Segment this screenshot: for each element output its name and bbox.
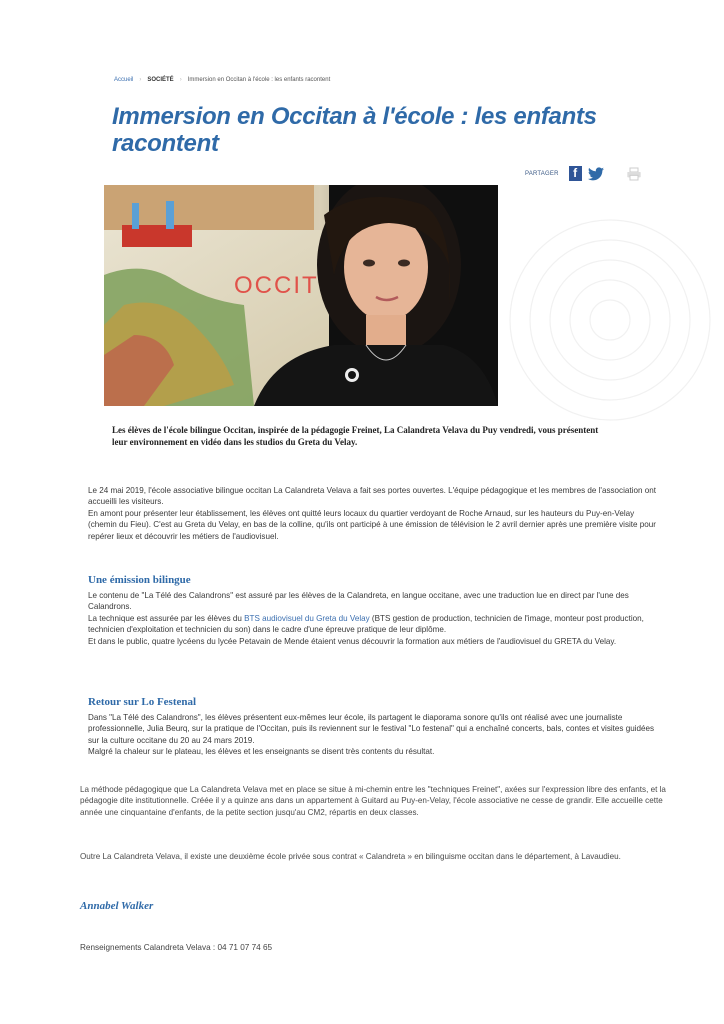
photo-occitan-sign: OCCIT xyxy=(234,272,319,299)
paragraph: Malgré la chaleur sur le plateau, les élèves et les enseignants se disent très contents du résultat. xyxy=(88,747,435,757)
paragraph xyxy=(88,613,658,636)
paragraph: Et dans le public, quatre lycéens du lycée Petavain de Mende étaient venus découvrir la formation aux métiers de l'audiovisuel du GRETA du Velay. xyxy=(88,636,617,646)
print-icon[interactable] xyxy=(626,167,642,181)
section-heading: Une émission bilingue xyxy=(88,574,191,586)
facebook-icon[interactable]: f xyxy=(569,166,582,181)
paragraph: La méthode pédagogique que La Calandreta Velava met en place se situe à mi-chemin entre les "techniques Freinet", axées sur l'expression libre des enfants, et la pédagogie dite institutionnelle. Créée il y a quinze ans dans un appartement à Guitard au Puy-en-Velay, l'école associative ne cesse de grandir. Elle accueille cette année une cinquantaine d'enfants, de la petite section jusqu'au CM2, répartis en deux classes. xyxy=(80,785,666,817)
paragraph-text: La technique est assurée par les élèves du xyxy=(88,613,245,623)
breadcrumb xyxy=(114,77,330,83)
article-lede: Les élèves de l'école bilingue Occitan, inspirée de la pédagogie Freinet, La Calandreta Velava du Puy vendredi, vous présentent leur environnement en vidéo dans les studios du Greta du Velay. xyxy=(112,425,599,447)
paragraph: Dans "La Télé des Calandrons", les élèves présentent eux-mêmes leur école, ils partagent le diaporama sonore qu'ils ont réalisé avec une journaliste professionnelle, Julia Beurq, sur la pratique de l'Occitan, puis ils reviennent sur le festival "Lo festenal" qui a enchaîné concerts, bals, contes et visites guidées sur la culture occitane du 20 au 24 mars 2019. xyxy=(88,713,655,745)
breadcrumb-separator: › xyxy=(139,77,142,83)
breadcrumb-current: Immersion en Occitan à l'école : les enfants racontent xyxy=(187,77,331,83)
twitter-icon[interactable] xyxy=(588,167,604,181)
breadcrumb-separator: › xyxy=(179,77,182,83)
paragraph: Le 24 mai 2019, l'école associative bilingue occitan La Calandreta Velava a fait ses portes ouvertes. L'équipe pédagogique et les membres de l'association ont accueilli les visiteurs. xyxy=(88,486,656,507)
article-photo xyxy=(104,185,498,406)
paragraph: Outre La Calandreta Velava, il existe une deuxième école privée sous contrat « Calandreta » en bilinguisme occitan dans le département, à Lavaudieu. xyxy=(80,852,621,861)
section-festenal xyxy=(88,712,658,758)
photo-girl-studio xyxy=(104,185,498,406)
section-heading: Retour sur Lo Festenal xyxy=(88,696,197,708)
section-emission xyxy=(88,590,658,647)
breadcrumb-section-link[interactable]: SOCIÉTÉ xyxy=(147,77,174,83)
paragraph-text: (BTS gestion de production, technicien de l'image, monteur post production, technicien d'exploitation et technicien du son) dans le cadre d'une épreuve pratique de leur diplôme. xyxy=(88,613,644,635)
paragraph: En amont pour présenter leur établissement, les élèves ont quitté leurs locaux du quartier verdoyant de Roche Arnaud, sur les hauteurs du Puy-en-Velay (chemin du Fieu). C'est au Greta du Velay, en bas de la colline, qu'ils ont participé à une émission de télévision le 2 avril dernier après une première visite pour repérer lieux et découvrir les métiers de l'audiovisuel. xyxy=(88,508,657,541)
article-other-school xyxy=(80,851,670,862)
share-bar xyxy=(525,166,642,181)
article-intro xyxy=(88,485,658,542)
breadcrumb-home-link[interactable]: Accueil xyxy=(114,77,134,83)
bts-audiovisuel-link[interactable]: BTS audiovisuel du Greta du Velay xyxy=(244,613,370,623)
page-title: Immersion en Occitan à l'école : les enfants racontent xyxy=(112,103,597,157)
share-label: PARTAGER xyxy=(525,170,559,177)
contact-info: Renseignements Calandreta Velava : 04 71 07 74 65 xyxy=(80,943,273,952)
paragraph: Le contenu de "La Télé des Calandrons" est assuré par les élèves de la Calandreta, en langue occitane, avec une traduction lue en direct par l'une des Calandrons. xyxy=(88,591,629,612)
article-author: Annabel Walker xyxy=(80,900,154,912)
article-method xyxy=(80,784,670,818)
